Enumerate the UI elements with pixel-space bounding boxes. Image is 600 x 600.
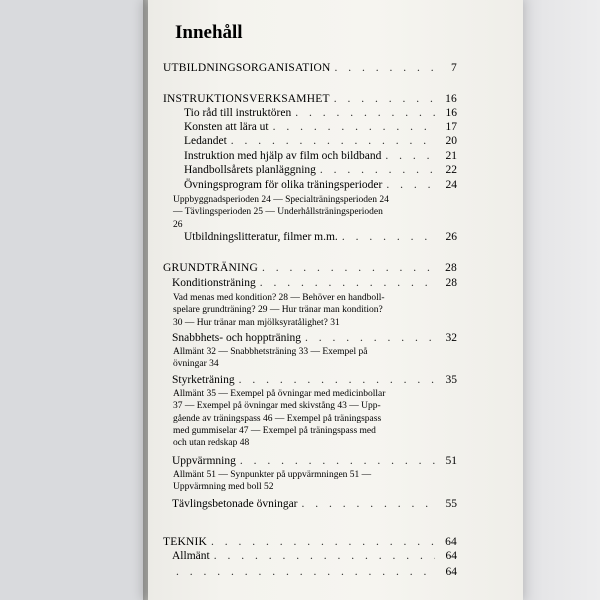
toc-subentry-line: spelare grundträning? 29 — Hur tränar man kondition? — [173, 305, 383, 316]
toc-entry-label: Ledandet — [184, 135, 227, 147]
toc-subentry-line: gående av träningspass 46 — Exempel på träningspass — [173, 413, 382, 424]
toc-subentries — [173, 388, 445, 449]
toc-subentry-line: övningar 34 — [173, 359, 219, 370]
toc-subentry-line: och utan redskap 48 — [173, 438, 250, 449]
toc-page-number: 7 — [451, 62, 457, 74]
toc-page-number: 35 — [445, 374, 457, 386]
toc-entry-label: Snabbhets- och hoppträning — [172, 332, 302, 344]
toc-leader-dots — [386, 179, 435, 191]
toc-page-number: 16 — [445, 93, 457, 105]
toc-entry-label: Handbollsårets planläggning — [184, 164, 316, 176]
toc-subentry-line: Allmänt 35 — Exempel på övningar med medicinbollar — [173, 389, 386, 399]
toc-page-number: 64 — [445, 566, 457, 578]
toc-entry-label: Tio råd till instruktören — [184, 107, 292, 119]
toc-leader-dots — [335, 62, 435, 74]
toc-entry — [184, 231, 457, 243]
toc-section-label: GRUNDTRÄNING — [163, 262, 259, 274]
toc-subentry-line: — Tävlingsperioden 25 — Underhållsträningsperioden — [173, 207, 383, 218]
toc-page-number: 32 — [445, 332, 457, 344]
toc-subentries — [173, 292, 445, 329]
toc-entry — [184, 150, 457, 162]
toc-leader-dots — [295, 107, 435, 119]
toc-subentries — [173, 469, 445, 494]
toc-leader-dots — [176, 566, 435, 578]
toc-entry-partial — [172, 566, 457, 578]
toc-leader-dots — [342, 231, 435, 243]
toc-leader-dots — [273, 121, 435, 133]
toc-subentry-line: Vad menas med kondition? 28 — Behöver en handboll- — [173, 293, 385, 303]
toc-section-utbildning — [163, 62, 457, 74]
toc-section-label: TEKNIK — [163, 536, 207, 548]
toc-leader-dots — [305, 332, 435, 344]
toc-subentry-line: med gummiselar 47 — Exempel på träningspass med — [173, 425, 376, 436]
toc-leader-dots — [260, 277, 435, 289]
toc-leader-dots — [262, 262, 435, 274]
toc-entry — [184, 135, 457, 147]
toc-entry — [172, 498, 457, 510]
toc-section-grundtraning — [163, 262, 457, 274]
toc-leader-dots — [385, 150, 435, 162]
toc-entry — [184, 179, 457, 191]
toc-entry — [172, 277, 457, 289]
toc-entry — [184, 121, 457, 133]
toc-page-number: 28 — [445, 262, 457, 274]
toc-entry — [172, 374, 457, 386]
toc-entry — [184, 107, 457, 119]
toc-leader-dots — [239, 374, 435, 386]
toc-page-number: 22 — [445, 164, 457, 176]
toc-page-number: 64 — [445, 550, 457, 562]
toc-leader-dots — [334, 93, 435, 105]
toc-subentry-line: 37 — Exempel på övningar med skivstång 43 — Upp- — [173, 401, 381, 412]
toc-entry — [172, 550, 457, 562]
toc-subentry-line: Allmänt 32 — Snabbhetsträning 33 — Exempel på — [173, 347, 368, 357]
toc-subentries — [173, 194, 445, 231]
toc-leader-dots — [214, 550, 435, 562]
toc-subentry-line: 26 — [173, 219, 183, 230]
toc-page-number: 16 — [445, 107, 457, 119]
page-title: Innehåll — [175, 22, 243, 43]
toc-subentry-line: 30 — Hur tränar man mjölksyratålighet? 31 — [173, 317, 340, 328]
toc-leader-dots — [240, 455, 435, 467]
toc-page-number: 26 — [445, 231, 457, 243]
toc-entry-label: Konsten att lära ut — [184, 121, 269, 133]
toc-entry — [172, 332, 457, 344]
toc-entry-label: Övningsprogram för olika träningsperioder — [184, 179, 383, 191]
toc-entry-label: Instruktion med hjälp av film och bildband — [184, 150, 382, 162]
toc-subentry-line: Uppbyggnadsperioden 24 — Specialträningsperioden 24 — [173, 195, 389, 205]
toc-page-number: 24 — [445, 179, 457, 191]
toc-entry-label: Allmänt — [172, 550, 210, 562]
toc-entry — [184, 164, 457, 176]
toc-leader-dots — [231, 135, 435, 147]
toc-page-number: 51 — [445, 455, 457, 467]
toc-section-label: UTBILDNINGSORGANISATION — [163, 62, 331, 74]
toc-leader-dots — [320, 164, 435, 176]
toc-subentries — [173, 346, 445, 371]
toc-section-teknik — [163, 536, 457, 548]
toc-page-number: 20 — [445, 135, 457, 147]
toc-section-instruktion — [163, 93, 457, 105]
toc-page-number: 64 — [445, 536, 457, 548]
toc-leader-dots — [302, 498, 435, 510]
toc-section-label: INSTRUKTIONSVERKSAMHET — [163, 93, 330, 105]
toc-leader-dots — [211, 536, 435, 548]
toc-entry-label: Styrketräning — [172, 374, 235, 386]
toc-entry-label: Utbildningslitteratur, filmer m.m. — [184, 231, 338, 243]
toc-page-number: 17 — [445, 121, 457, 133]
toc-page-number: 55 — [445, 498, 457, 510]
toc-entry-label: Konditionsträning — [172, 277, 256, 289]
toc-entry-label: Uppvärmning — [172, 455, 236, 467]
toc-subentry-line: Allmänt 51 — Synpunkter på uppvärmningen 51 — — [173, 470, 372, 480]
toc-subentry-line: Uppvärmning med boll 52 — [173, 482, 274, 493]
toc-page-number: 28 — [445, 277, 457, 289]
toc-entry-label: Tävlingsbetonade övningar — [172, 498, 298, 510]
toc-entry — [172, 455, 457, 467]
toc-page-number: 21 — [445, 150, 457, 162]
